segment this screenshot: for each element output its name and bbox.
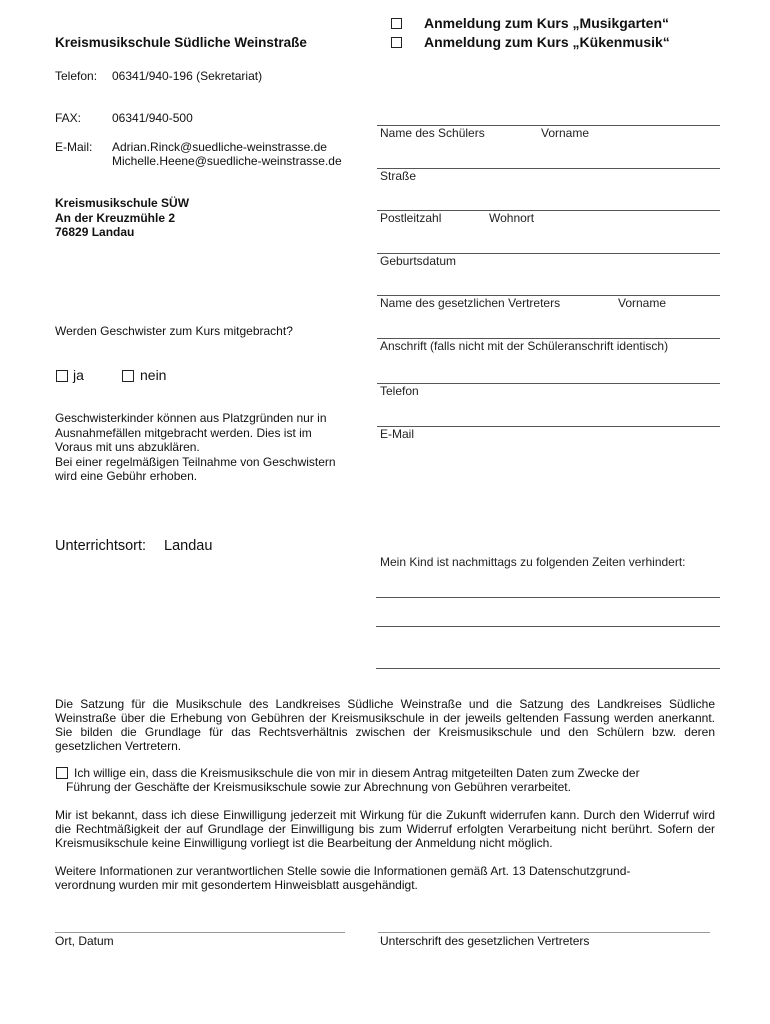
guardian-signature-label: Unterschrift des gesetzlichen Vertreters [380,934,590,948]
address-line-3: 76829 Landau [55,225,135,239]
siblings-no-label: nein [140,367,167,383]
course-kuekenmusik-label: Anmeldung zum Kurs „Kükenmusik“ [424,34,670,50]
siblings-note-line-5: wird eine Gebühr erhoben. [55,469,198,483]
fax-value: 06341/940-500 [112,111,193,125]
street-input-line[interactable] [377,168,720,169]
guardian-address-label: Anschrift (falls nicht mit der Schüleranschrift identisch) [380,339,669,353]
address-line-2: An der Kreuzmühle 2 [55,211,176,225]
availability-label: Mein Kind ist nachmittags zu folgenden Zeiten verhindert: [380,555,686,569]
location-value: Landau [164,538,213,554]
guardian-signature-input-line[interactable] [378,932,710,933]
school-name-title: Kreismusikschule Südliche Weinstraße [55,35,307,50]
siblings-note-line-1: Geschwisterkinder können aus Platzgründen nur in [55,411,327,425]
course-musikgarten-checkbox[interactable] [391,18,402,29]
student-name-label: Name des Schülers [380,126,485,140]
email-1: Adrian.Rinck@suedliche-weinstrasse.de [112,140,327,154]
consent-line-1: Ich willige ein, dass die Kreismusikschule die von mir in diesem Antrag mitgeteilten Daten zum Zwecke der [74,766,640,780]
availability-line-2[interactable] [376,626,720,627]
postcode-label: Postleitzahl [380,211,442,225]
phone-input-line[interactable] [377,383,720,384]
email-field-label: E-Mail [380,427,415,441]
revocation-paragraph: Mir ist bekannt, dass ich diese Einwilligung jederzeit mit Wirkung für die Zukunft widerrufen kann. Durch den Widerruf wird die Rechtmäßigkeit der auf Grundlage der Einwilligung bis zum Widerruf erfolgten Verarbeitung nicht berührt. Sofern der Kreismusikschule keine Einwilligung vorliegt ist die Bearbeitung der Anmeldung nicht möglich. [55,808,715,850]
siblings-note-line-3: Voraus mit uns abzuklären. [55,440,200,454]
birthdate-label: Geburtsdatum [380,254,457,268]
email-2: Michelle.Heene@suedliche-weinstrasse.de [112,154,342,168]
statute-paragraph: Die Satzung für die Musikschule des Landkreises Südliche Weinstraße und die Satzung des Landkreises Südliche Weinstraße über die Erhebung von Gebühren der Kreismusikschule in der jeweils geltenden Fassung werden anerkannt. Sie bilden die Grundlage für das Rechtsverhältnis zwischen der Kreismusikschule und den Schülern bzw. deren gesetzlichen Vertretern. [55,697,715,753]
course-kuekenmusik-checkbox[interactable] [391,37,402,48]
guardian-firstname-label: Vorname [618,296,667,310]
student-firstname-label: Vorname [541,126,590,140]
siblings-note-line-2: Ausnahmefällen mitgebracht werden. Dies ist im [55,425,312,440]
phone-label: Telefon: [55,69,98,83]
location-label: Unterrichtsort: [55,538,147,554]
course-musikgarten-label: Anmeldung zum Kurs „Musikgarten“ [424,15,670,31]
siblings-yes-label: ja [73,367,84,383]
availability-line-3[interactable] [376,668,720,669]
place-date-label: Ort, Datum [55,934,114,948]
guardian-name-label: Name des gesetzlichen Vertreters [380,296,561,310]
phone-field-label: Telefon [380,384,419,398]
siblings-question: Werden Geschwister zum Kurs mitgebracht? [55,324,293,338]
availability-line-1[interactable] [376,597,720,598]
email-input-line[interactable] [377,426,720,427]
email-label: E-Mail: [55,140,93,154]
info-line-2: verordnung wurden mir mit gesondertem Hinweisblatt ausgehändigt. [55,878,418,892]
address-line-1: Kreismusikschule SÜW [55,196,190,210]
phone-value: 06341/940-196 (Sekretariat) [112,69,263,83]
siblings-no-checkbox[interactable] [122,370,134,382]
consent-checkbox[interactable] [56,767,68,779]
siblings-yes-checkbox[interactable] [56,370,68,382]
fax-label: FAX: [55,111,82,125]
street-label: Straße [380,169,417,183]
info-line-1: Weitere Informationen zur verantwortlichen Stelle sowie die Informationen gemäß Art. 13 Datenschutzgrund- [55,864,631,878]
siblings-note-line-4: Bei einer regelmäßigen Teilnahme von Geschwistern [55,454,336,469]
place-date-input-line[interactable] [55,932,345,933]
city-label: Wohnort [489,211,535,225]
siblings-note [55,411,336,484]
consent-line-2: Führung der Geschäfte der Kreismusikschule sowie zur Abrechnung von Gebühren verarbeitet. [66,780,571,794]
